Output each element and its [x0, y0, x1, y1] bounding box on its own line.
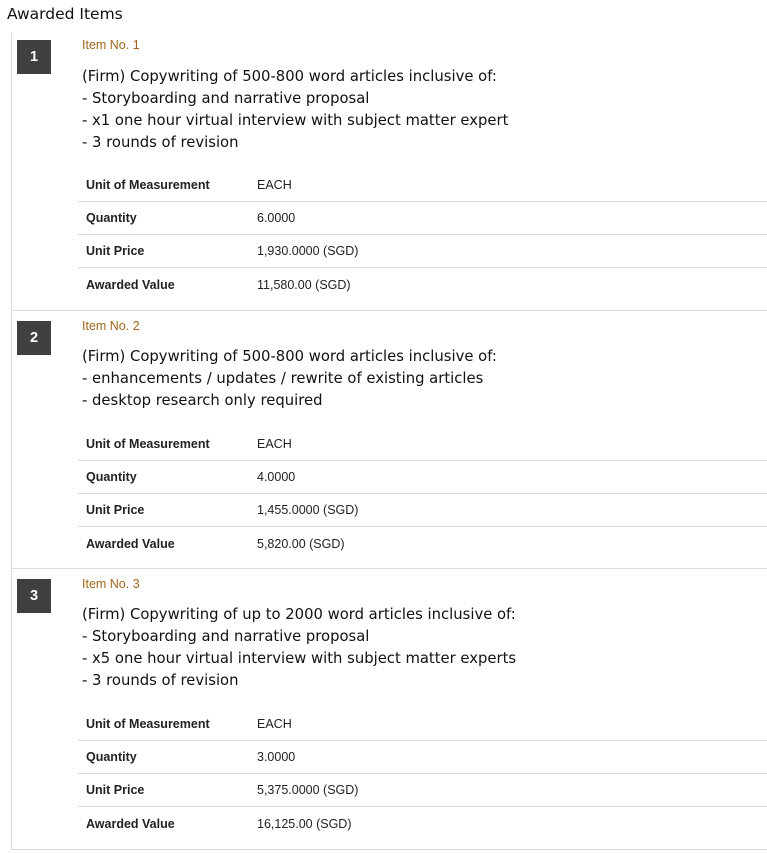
uom-label: Unit of Measurement [86, 178, 210, 192]
item-number-badge: 2 [17, 321, 51, 355]
quantity-value: 4.0000 [257, 470, 296, 484]
uom-row [78, 708, 767, 741]
awarded-item [11, 569, 767, 850]
item-no-label: Item No. 1 [82, 38, 140, 52]
quantity-value: 3.0000 [257, 750, 296, 764]
uom-value: EACH [257, 717, 292, 731]
unit-price-value: 5,375.0000 (SGD) [257, 783, 359, 797]
description-line: - enhancements / updates / rewrite of existing articles [82, 370, 484, 387]
quantity-row [78, 741, 767, 774]
description-line: - Storyboarding and narrative proposal [82, 628, 370, 645]
quantity-label: Quantity [86, 470, 137, 484]
quantity-label: Quantity [86, 750, 137, 764]
item-properties [78, 169, 767, 301]
item-no-label: Item No. 3 [82, 577, 140, 591]
item-properties [78, 708, 767, 840]
page-title: Awarded Items [7, 5, 123, 23]
awarded-value-label: Awarded Value [86, 536, 175, 551]
item-number-badge: 1 [17, 40, 51, 74]
description-line: - 3 rounds of revision [82, 672, 239, 689]
awarded-item [11, 33, 767, 311]
awarded-value-row [78, 527, 767, 560]
item-properties [78, 428, 767, 560]
unit-price-value: 1,455.0000 (SGD) [257, 503, 359, 517]
description-line: (Firm) Copywriting of 500-800 word articles inclusive of: [82, 68, 497, 85]
quantity-row [78, 461, 767, 494]
description-line: - 3 rounds of revision [82, 134, 239, 151]
uom-row [78, 428, 767, 461]
unit-price-row [78, 494, 767, 527]
description-line: - x5 one hour virtual interview with subject matter experts [82, 650, 517, 667]
quantity-value: 6.0000 [257, 211, 296, 225]
description-line: (Firm) Copywriting of 500-800 word articles inclusive of: [82, 348, 497, 365]
description-line: - desktop research only required [82, 392, 323, 409]
uom-label: Unit of Measurement [86, 717, 210, 731]
awarded-value-value: 11,580.00 (SGD) [257, 277, 351, 292]
item-no-label: Item No. 2 [82, 319, 140, 333]
item-number-badge: 3 [17, 579, 51, 613]
uom-value: EACH [257, 178, 292, 192]
awarded-value-label: Awarded Value [86, 277, 175, 292]
uom-row [78, 169, 767, 202]
awarded-value-label: Awarded Value [86, 816, 175, 831]
uom-label: Unit of Measurement [86, 437, 210, 451]
awarded-value-value: 16,125.00 (SGD) [257, 816, 352, 831]
unit-price-value: 1,930.0000 (SGD) [257, 244, 359, 258]
description-line: (Firm) Copywriting of up to 2000 word articles inclusive of: [82, 606, 516, 623]
awarded-item [11, 311, 767, 569]
uom-value: EACH [257, 437, 292, 451]
quantity-label: Quantity [86, 211, 137, 225]
awarded-value-value: 5,820.00 (SGD) [257, 536, 345, 551]
quantity-row [78, 202, 767, 235]
awarded-items-list [0, 33, 767, 850]
item-description [82, 604, 516, 692]
unit-price-label: Unit Price [86, 503, 145, 517]
awarded-value-row [78, 268, 767, 301]
unit-price-label: Unit Price [86, 783, 145, 797]
item-description [82, 346, 497, 412]
description-line: - Storyboarding and narrative proposal [82, 90, 370, 107]
unit-price-row [78, 235, 767, 268]
unit-price-label: Unit Price [86, 244, 145, 258]
description-line: - x1 one hour virtual interview with subject matter expert [82, 112, 509, 129]
item-description [82, 66, 508, 154]
awarded-value-row [78, 807, 767, 840]
unit-price-row [78, 774, 767, 807]
